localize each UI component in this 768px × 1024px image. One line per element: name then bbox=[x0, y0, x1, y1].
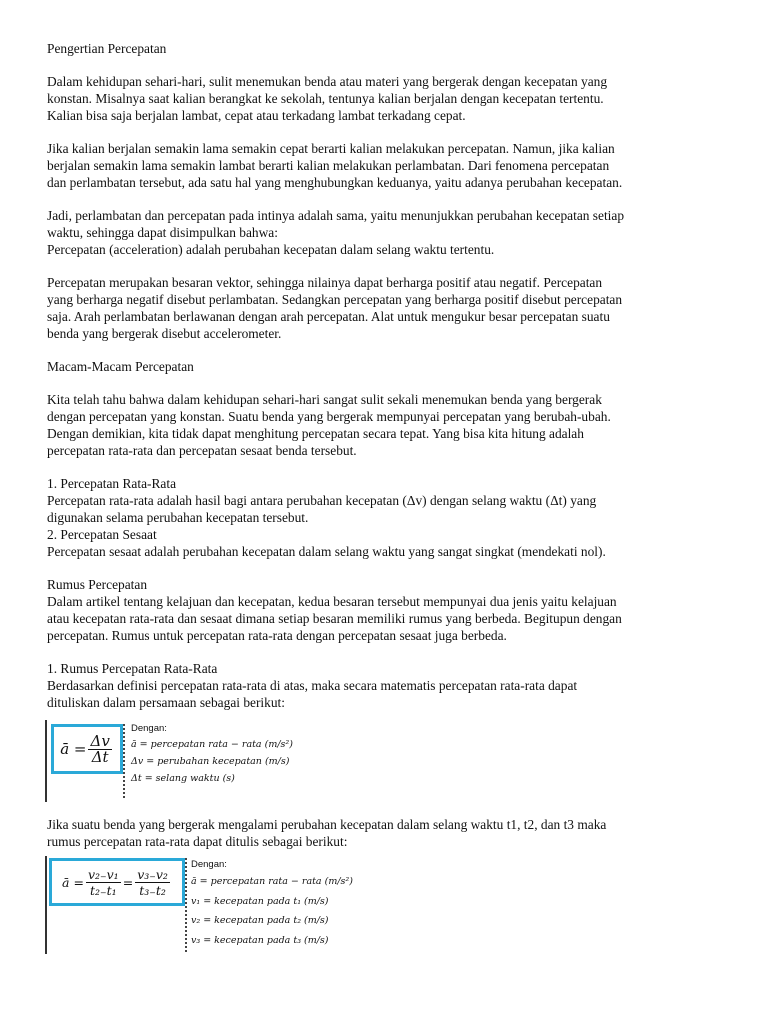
text-line: dituliskan dalam persamaan sebagai berikut: bbox=[47, 695, 285, 710]
paragraph bbox=[47, 593, 737, 644]
text-line: Berdasarkan definisi percepatan rata-rata di atas, maka secara matematis percepatan rata-rata dapat bbox=[47, 678, 578, 693]
formula-box bbox=[49, 858, 185, 906]
text-line: yang berharga negatif disebut perlambatan. Sedangkan percepatan yang berharga positif disebut percepatan bbox=[47, 292, 623, 307]
text-line: Percepatan rata-rata adalah hasil bagi antara perubahan kecepatan (Δv) dengan selang waktu (Δt) yang bbox=[47, 493, 597, 508]
text-line: atau kecepatan rata-rata dan sesaat dimana setiap besaran memiliki rumus yang berbeda. Begitupun dengan bbox=[47, 611, 622, 626]
paragraph bbox=[47, 816, 737, 850]
formula-average-acceleration-intervals bbox=[45, 856, 361, 954]
formula-lhs: ā = bbox=[60, 740, 87, 758]
legend-item: ā = percepatan rata − rata (m/s²) bbox=[191, 876, 353, 887]
paragraph bbox=[47, 207, 737, 258]
list-item-title: 1. Percepatan Rata-Rata bbox=[47, 476, 177, 491]
text-line: Percepatan (acceleration) adalah perubahan kecepatan dalam selang waktu tertentu. bbox=[47, 242, 495, 257]
text-line: Jika suatu benda yang bergerak mengalami perubahan kecepatan dalam selang waktu t1, t2, dan t3 maka bbox=[47, 817, 607, 832]
text-line: percepatan rata-rata dan percepatan sesaat benda tersebut. bbox=[47, 443, 357, 458]
paragraph bbox=[47, 391, 737, 459]
text-line: Percepatan merupakan besaran vektor, sehingga nilainya dapat berharga positif atau negatif. Percepatan bbox=[47, 275, 603, 290]
text-line: Percepatan sesaat adalah perubahan kecepatan dalam selang waktu yang sangat singkat (mendekati nol). bbox=[47, 544, 606, 559]
document-body bbox=[47, 40, 737, 954]
formula-fraction bbox=[88, 731, 111, 766]
formula-numerator: v₃₋v₂ bbox=[137, 866, 168, 882]
formula-numerator: Δv bbox=[90, 731, 110, 750]
formula-average-acceleration bbox=[45, 720, 351, 802]
formula-numerator: v₂₋v₁ bbox=[87, 866, 119, 882]
formula-fraction bbox=[86, 867, 121, 898]
formula-box bbox=[51, 724, 123, 774]
legend-item: Δt = selang waktu (s) bbox=[131, 773, 235, 784]
formula-equals: = bbox=[122, 874, 134, 890]
text-line: Dalam artikel tentang kelajuan dan kecepatan, kedua besaran tersebut mempunyai dua jenis yaitu kelajuan bbox=[47, 594, 617, 609]
divider bbox=[45, 720, 47, 802]
paragraph bbox=[47, 677, 737, 711]
formula-denominator: t₃₋t₂ bbox=[139, 882, 166, 898]
legend-item: v₂ = kecepatan pada t₂ (m/s) bbox=[191, 915, 329, 926]
text-line: Dengan demikian, kita tidak dapat menghitung percepatan secara tepat. Yang bisa kita hitung adalah bbox=[47, 426, 584, 441]
section-heading: 1. Rumus Percepatan Rata-Rata bbox=[47, 661, 218, 676]
legend-title: Dengan: bbox=[191, 859, 227, 870]
numbered-list bbox=[47, 475, 737, 560]
text-line: waktu, sehingga dapat disimpulkan bahwa: bbox=[47, 225, 278, 240]
text-line: Jika kalian berjalan semakin lama semakin cepat berarti kalian melakukan percepatan. Namun, jika kalian bbox=[47, 141, 615, 156]
text-line: benda yang bergerak disebut accelerometer. bbox=[47, 326, 282, 341]
legend-item: Δv = perubahan kecepatan (m/s) bbox=[131, 756, 290, 767]
section-heading: Rumus Percepatan bbox=[47, 577, 148, 592]
formula-denominator: Δt bbox=[91, 747, 109, 766]
text-line: Kita telah tahu bahwa dalam kehidupan sehari-hari sangat sulit sekali menemukan benda yang bergerak bbox=[47, 392, 602, 407]
text-line: Kalian bisa saja berjalan lambat, cepat atau terkadang lambat terkadang cepat. bbox=[47, 108, 466, 123]
divider bbox=[45, 856, 47, 954]
text-line: percepatan. Rumus untuk percepatan rata-rata dengan percepatan sesaat juga berbeda. bbox=[47, 628, 507, 643]
text-line: saja. Arah perlambatan berlawanan dengan arah percepatan. Alat untuk mengukur besar percepatan suatu bbox=[47, 309, 610, 324]
text-line: digunakan selama perubahan kecepatan tersebut. bbox=[47, 510, 309, 525]
formula-denominator: t₂₋t₁ bbox=[89, 882, 117, 898]
paragraph bbox=[47, 274, 737, 342]
text-line: konstan. Misalnya saat kalian berangkat ke sekolah, tentunya kalian berjalan dengan kecepatan tertentu. bbox=[47, 91, 604, 106]
section-heading: Pengertian Percepatan bbox=[47, 41, 167, 56]
section-heading: Macam-Macam Percepatan bbox=[47, 359, 194, 374]
text-line: rumus percepatan rata-rata dapat ditulis sebagai berikut: bbox=[47, 834, 348, 849]
legend-title: Dengan: bbox=[131, 723, 167, 734]
text-line: berjalan semakin lama semakin lambat berarti kalian melakukan perlambatan. Dari fenomena percepatan bbox=[47, 158, 610, 173]
dotted-divider bbox=[123, 724, 125, 798]
text-line: dan perlambatan tersebut, ada satu hal yang menghubungkan keduanya, yaitu adanya perubahan kecepatan. bbox=[47, 175, 623, 190]
list-item-title: 2. Percepatan Sesaat bbox=[47, 527, 157, 542]
text-line: Jadi, perlambatan dan percepatan pada intinya adalah sama, yaitu menunjukkan perubahan kecepatan setiap bbox=[47, 208, 625, 223]
dotted-divider bbox=[185, 858, 187, 952]
formula-lhs: ā = bbox=[62, 874, 84, 890]
text-line: Dalam kehidupan sehari-hari, sulit menemukan benda atau materi yang bergerak dengan kecepatan yang bbox=[47, 74, 608, 89]
formula-fraction bbox=[135, 867, 170, 898]
formula-legend bbox=[191, 858, 353, 950]
formula-legend bbox=[131, 722, 293, 787]
legend-item: v₃ = kecepatan pada t₃ (m/s) bbox=[191, 934, 329, 946]
legend-item: ā = percepatan rata − rata (m/s²) bbox=[131, 739, 293, 750]
paragraph bbox=[47, 140, 737, 191]
text-line: dengan percepatan yang konstan. Suatu benda yang bergerak mempunyai percepatan yang berubah-ubah. bbox=[47, 409, 611, 424]
paragraph bbox=[47, 73, 737, 124]
legend-item: v₁ = kecepatan pada t₁ (m/s) bbox=[191, 895, 329, 907]
